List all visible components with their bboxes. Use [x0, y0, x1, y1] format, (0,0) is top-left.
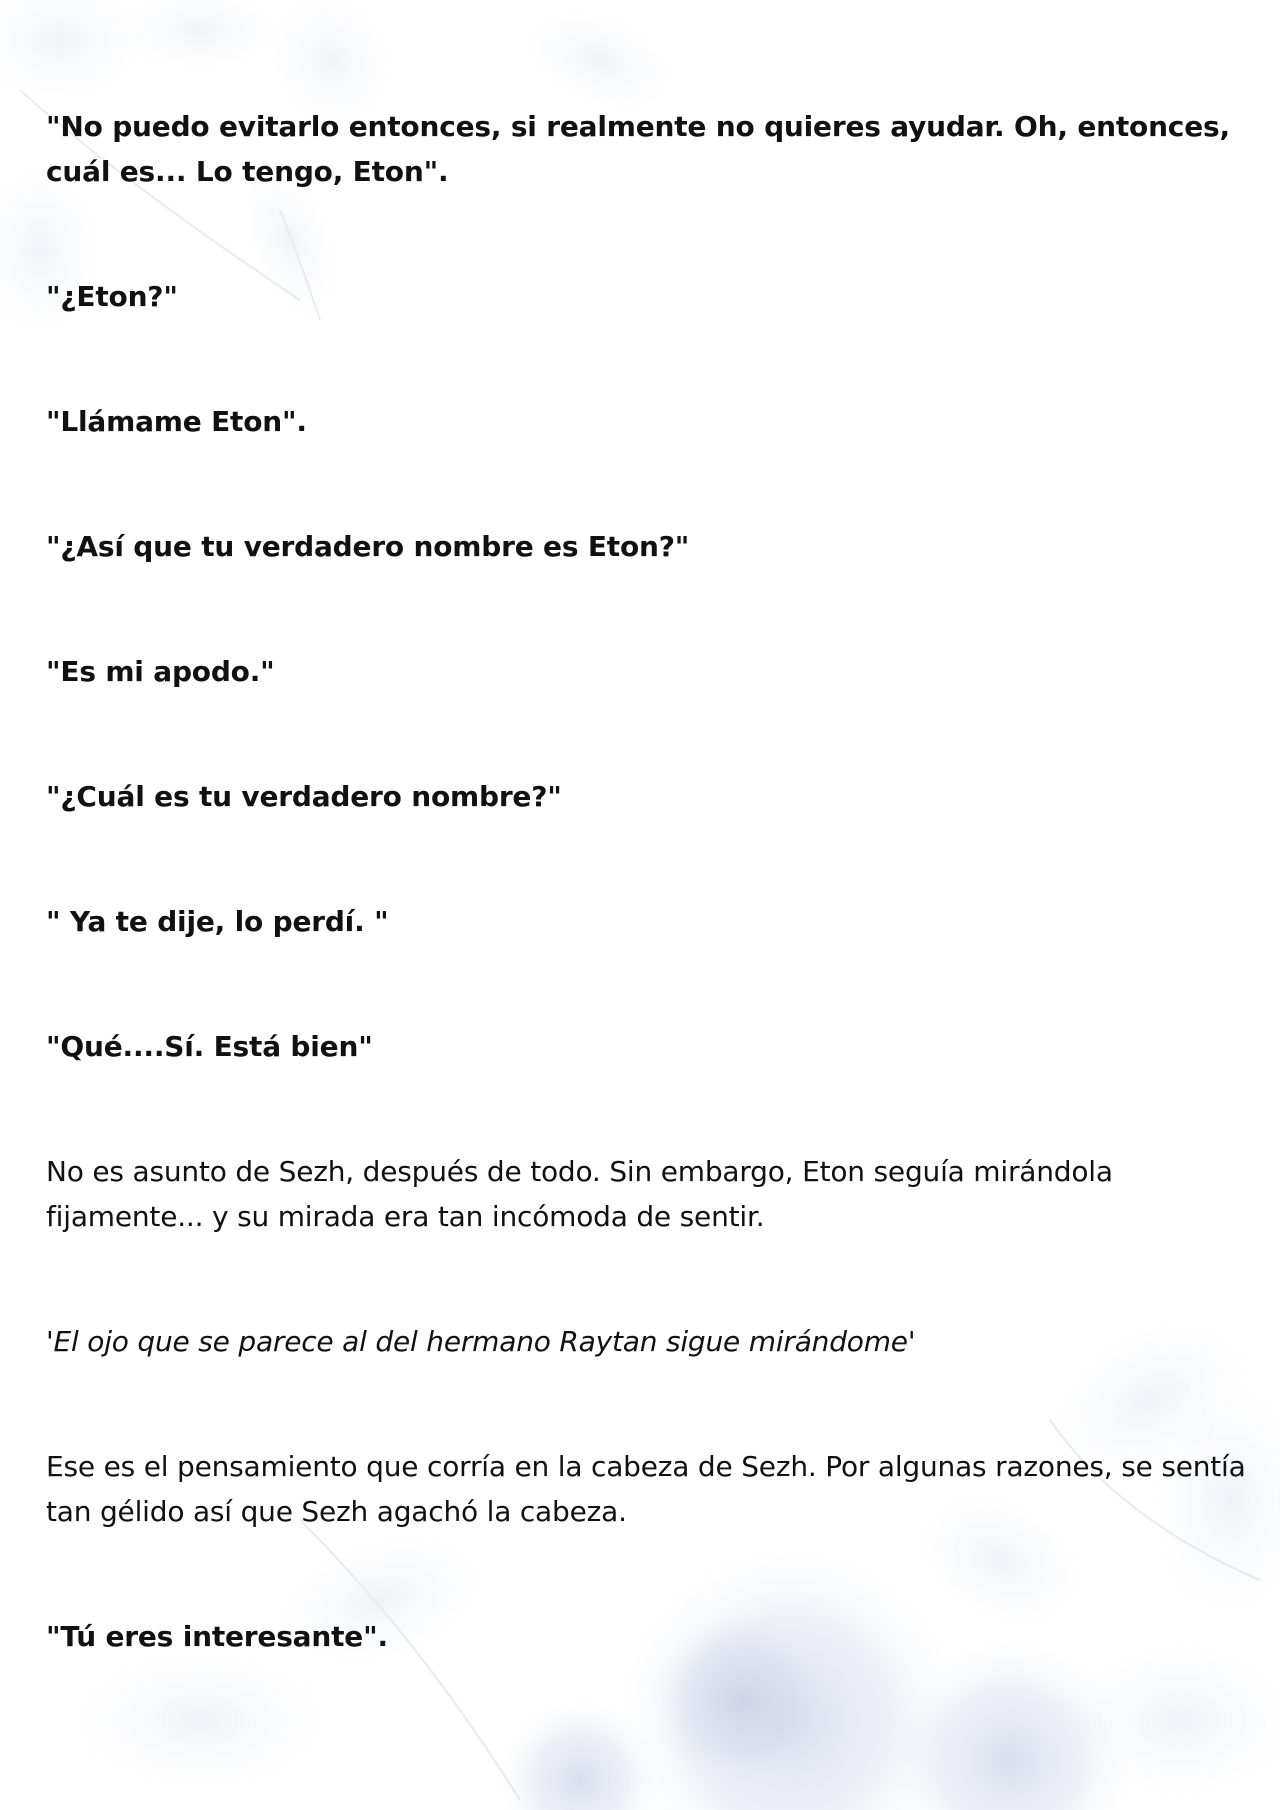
paragraph-3: "Llámame Eton". — [46, 405, 307, 438]
paragraph-8: "Qué....Sí. Está bien" — [46, 1030, 373, 1063]
paragraph-10: 'El ojo que se parece al del hermano Raytan sigue mirándome' — [46, 1325, 916, 1358]
paragraph-9: No es asunto de Sezh, después de todo. Sin embargo, Eton seguía mirándola fijamente... y su mirada era tan incómoda de sentir. — [46, 1155, 1113, 1233]
paragraph-2: "¿Eton?" — [46, 280, 178, 313]
paragraph-7: " Ya te dije, lo perdí. " — [46, 905, 389, 938]
paragraph-12: "Tú eres interesante". — [46, 1620, 388, 1653]
paragraph-1: "No puedo evitarlo entonces, si realmente no quieres ayudar. Oh, entonces, cuál es... Lo tengo, Eton". — [46, 110, 1230, 188]
paragraph-6: "¿Cuál es tu verdadero nombre?" — [46, 780, 562, 813]
paragraph-11: Ese es el pensamiento que corría en la cabeza de Sezh. Por algunas razones, se sentía tan gélido así que Sezh agachó la cabeza. — [46, 1450, 1246, 1528]
paragraph-4: "¿Así que tu verdadero nombre es Eton?" — [46, 530, 690, 563]
paragraph-5: "Es mi apodo." — [46, 655, 275, 688]
